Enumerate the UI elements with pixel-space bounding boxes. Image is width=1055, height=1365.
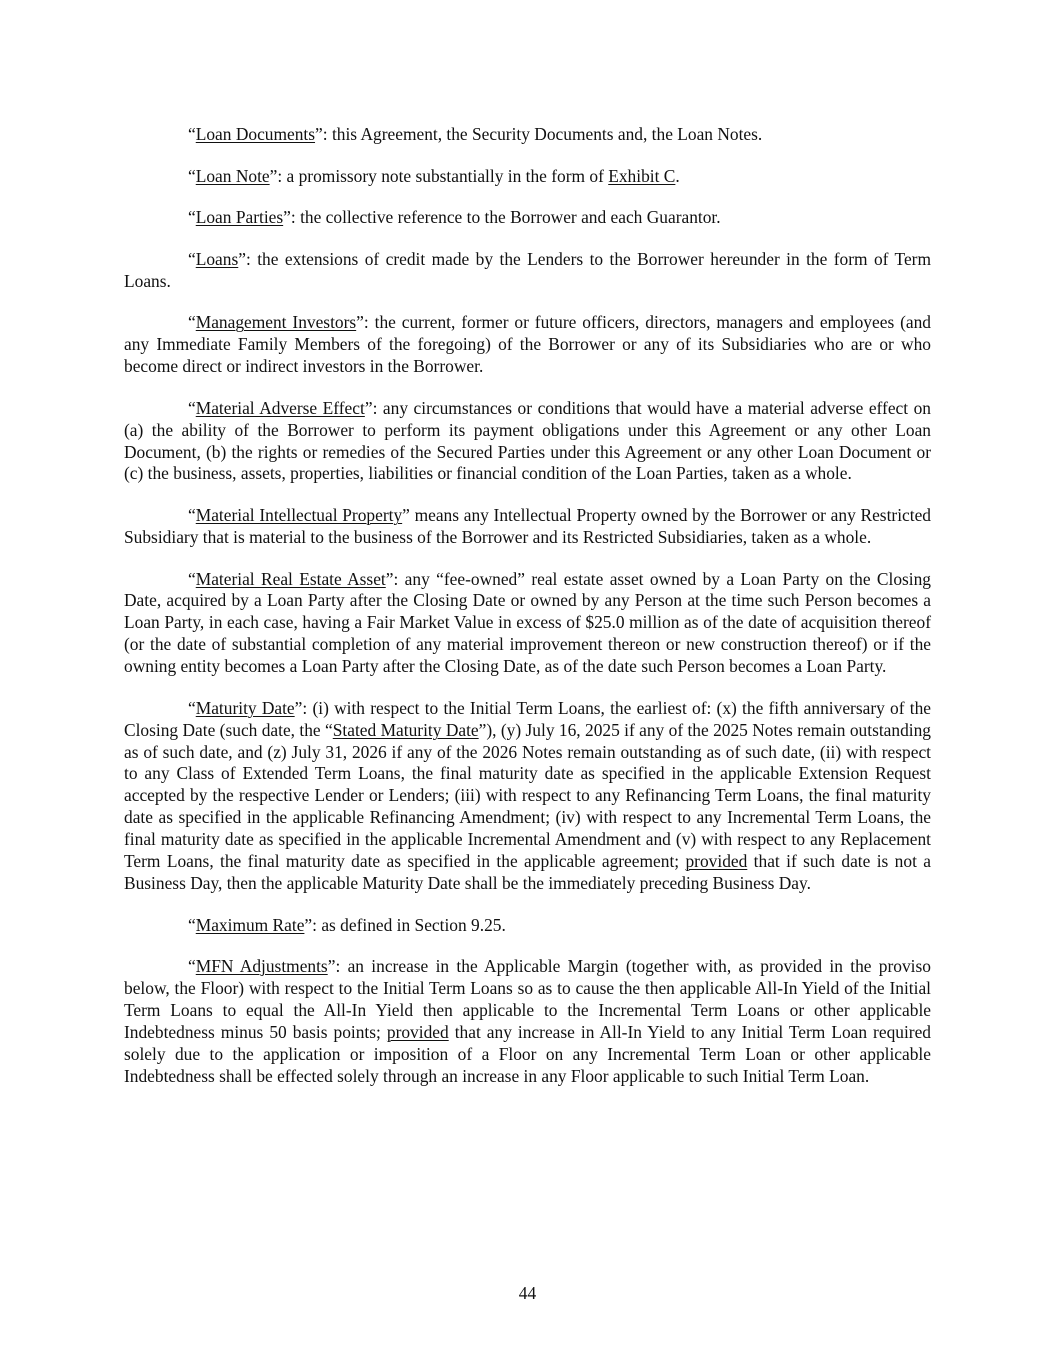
definition-maturity-date: “Maturity Date”: (i) with respect to the Initial Term Loans, the earliest of: (x) the fifth anniversary of the Closing Date (such date, the “Stated Maturity Date”), (y) July 16, 2025 if any of the 2025 Notes remain outstanding as of such date, and (z) July 31, 2026 if any of the 2026 Notes remain outstanding as of such date, (ii) with respect to any Class of Extended Term Loans, the final maturity date as specified in the applicable Extension Request accepted by the respective Lender or Lenders; (iii) with respect to any Refinancing Term Loans, the final maturity date as specified in the applicable Refinancing Amendment; (iv) with respect to any Incremental Term Loans, the final maturity date as specified in the applicable Incremental Amendment and (v) with respect to any Replacement Term Loans, the final maturity date as specified in the applicable agreement; provided that if such date is not a Business Day, then the applicable Maturity Date shall be the immediately preceding Business Day. <box>124 697 931 893</box>
defined-term: Material Real Estate Asset <box>195 568 386 589</box>
proviso-term: provided <box>685 851 748 872</box>
definition-loans: “Loans”: the extensions of credit made by the Lenders to the Borrower hereunder in the form of Term Loans. <box>124 248 931 291</box>
defined-term: Loans <box>195 248 239 269</box>
definition-text: : the extensions of credit made by the Lenders to the Borrower hereunder in the form of Term Loans. <box>124 248 931 291</box>
definition-loan-documents: “Loan Documents”: this Agreement, the Security Documents and, the Loan Notes. <box>188 124 763 144</box>
defined-term: Loan Note <box>195 165 270 186</box>
definition-text: that if such date is not a Business Day, then the applicable Maturity Date shall be the immediately preceding Business Day. <box>124 851 931 893</box>
definition-mfn-adjustments: “MFN Adjustments”: an increase in the Applicable Margin (together with, as provided in the proviso below, the Floor) with respect to the Initial Term Loans so as to cause the then applicable All-In Yield of the Initial Term Loans to equal the All-In Yield then applicable to the Incremental Term Loans or other applicable Indebtedness minus 50 basis points; provided that any increase in All-In Yield to any Initial Term Loan required solely due to the application or imposition of a Floor on any Incremental Term Loan or other applicable Indebtedness shall be effected solely through an increase in any Floor applicable to such Initial Term Loan. <box>124 956 931 1086</box>
definitions-section <box>124 124 931 1107</box>
definition-text: : as defined in Section 9.25. <box>312 914 506 935</box>
defined-term: MFN Adjustments <box>195 956 328 977</box>
defined-term: Loan Documents <box>195 124 316 144</box>
defined-term-inline: Stated Maturity Date <box>332 719 479 740</box>
defined-term: Loan Parties <box>195 207 284 228</box>
definition-text: : an increase in the Applicable Margin (together with, as provided in the proviso below, the Floor) with respect to the Initial Term Loans so as to cause the then applicable All-In Yield of the Initial Term Loans to equal the All-In Yield then applicable to the Incremental Term Loans or other applicable Indebtedness minus 50 basis points; <box>124 956 931 1042</box>
defined-term: Material Intellectual Property <box>195 505 403 525</box>
exhibit-reference: Exhibit C <box>608 165 676 186</box>
definition-text: ”), (y) July 16, 2025 if any of the 2025 Notes remain outstanding as of such date, and (z) July 31, 2026 if any of the 2026 Notes remain outstanding as of such date, (ii) with respect to any Class of Extended Term Loans, the final maturity date as specified in the applicable Extension Request accepted by the respective Lender or Lenders; (iii) with respect to any Refinancing Term Loans, the final maturity date as specified in the applicable Refinancing Amendment; (iv) with respect to any Incremental Term Loans, the final maturity date as specified in the applicable Incremental Amendment and (v) with respect to any Replacement Term Loans, the final maturity date as specified in the applicable agreement; <box>124 719 931 872</box>
definition-text: : (i) with respect to the Initial Term Loans, the earliest of: (x) the fifth anniversary of the Closing Date (such date, the “ <box>124 697 931 740</box>
definition-text: : any “fee-owned” real estate asset owned by a Loan Party on the Closing Date, acquired by a Loan Party after the Closing Date or owned by any Person at the time such Person becomes a Loan Party, in each case, having a Fair Market Value in excess of $25.0 million as of the date of acquisition thereof (or the date of substantial completion of any material improvement thereon or new construction thereof) or if the owning entity becomes a Loan Party after the Closing Date, as of the date such Person becomes a Loan Party. <box>124 568 932 677</box>
defined-term: Management Investors <box>195 312 357 333</box>
definition-text: : this Agreement, the Security Documents and, the Loan Notes. <box>322 124 763 144</box>
defined-term: Maximum Rate <box>195 914 305 935</box>
definition-loan-parties: “Loan Parties”: the collective reference to the Borrower and each Guarantor. <box>188 207 721 228</box>
definition-text: : the current, former or future officers, directors, managers and employees (and any Immediate Family Members of the foregoing) of the Borrower or any of its Subsidiaries who are or who become direct or indirect investors in the Borrower. <box>124 312 931 377</box>
definition-management-investors: “Management Investors”: the current, former or future officers, directors, managers and employees (and any Immediate Family Members of the foregoing) of the Borrower or any of its Subsidiaries who are or who become direct or indirect investors in the Borrower. <box>124 312 931 377</box>
definition-maximum-rate: “Maximum Rate”: as defined in Section 9.25. <box>188 914 506 935</box>
definition-material-intellectual-property: “Material Intellectual Property” means any Intellectual Property owned by the Borrower or any Restricted Subsidiary that is material to the business of the Borrower and its Restricted Subsidiaries, taken as a whole. <box>124 505 931 547</box>
proviso-term: provided <box>386 1021 449 1042</box>
page-number: 44 <box>518 1283 537 1303</box>
definition-text: that any increase in All-In Yield to any Initial Term Loan required solely due to the application or imposition of a Floor on any Incremental Term Loan or other applicable Indebtedness shall be effected solely through an increase in any Floor applicable to such Initial Term Loan. <box>124 1021 931 1086</box>
definition-text: : any circumstances or conditions that would have a material adverse effect on (a) the ability of the Borrower to perform its payment obligations under this Agreement or any other Loan Document, (b) the rights or remedies of the Secured Parties under this Agreement or any other Loan Document or (c) the business, assets, properties, liabilities or financial condition of the Loan Parties, taken as a whole. <box>124 397 931 484</box>
definition-material-adverse-effect: “Material Adverse Effect”: any circumstances or conditions that would have a material adverse effect on (a) the ability of the Borrower to perform its payment obligations under this Agreement or any other Loan Document, (b) the rights or remedies of the Secured Parties under this Agreement or any other Loan Document or (c) the business, assets, properties, liabilities or financial condition of the Loan Parties, taken as a whole. <box>124 397 931 484</box>
defined-term: Material Adverse Effect <box>195 397 365 418</box>
defined-term: Maturity Date <box>195 697 295 718</box>
definition-text: means any Intellectual Property owned by the Borrower or any Restricted Subsidiary that is material to the business of the Borrower and its Restricted Subsidiaries, taken as a whole. <box>124 505 931 547</box>
definition-material-real-estate-asset: “Material Real Estate Asset”: any “fee-owned” real estate asset owned by a Loan Party on the Closing Date, acquired by a Loan Party after the Closing Date or owned by any Person at the time such Person becomes a Loan Party, in each case, having a Fair Market Value in excess of $25.0 million as of the date of acquisition thereof (or the date of substantial completion of any material improvement thereon or new construction thereof) or if the owning entity becomes a Loan Party after the Closing Date, as of the date such Person becomes a Loan Party. <box>124 568 932 677</box>
definition-loan-note: “Loan Note”: a promissory note substantially in the form of Exhibit C. <box>188 165 680 186</box>
definition-text: : the collective reference to the Borrower and each Guarantor. <box>290 207 721 228</box>
definition-text: : a promissory note substantially in the form of <box>277 165 609 186</box>
